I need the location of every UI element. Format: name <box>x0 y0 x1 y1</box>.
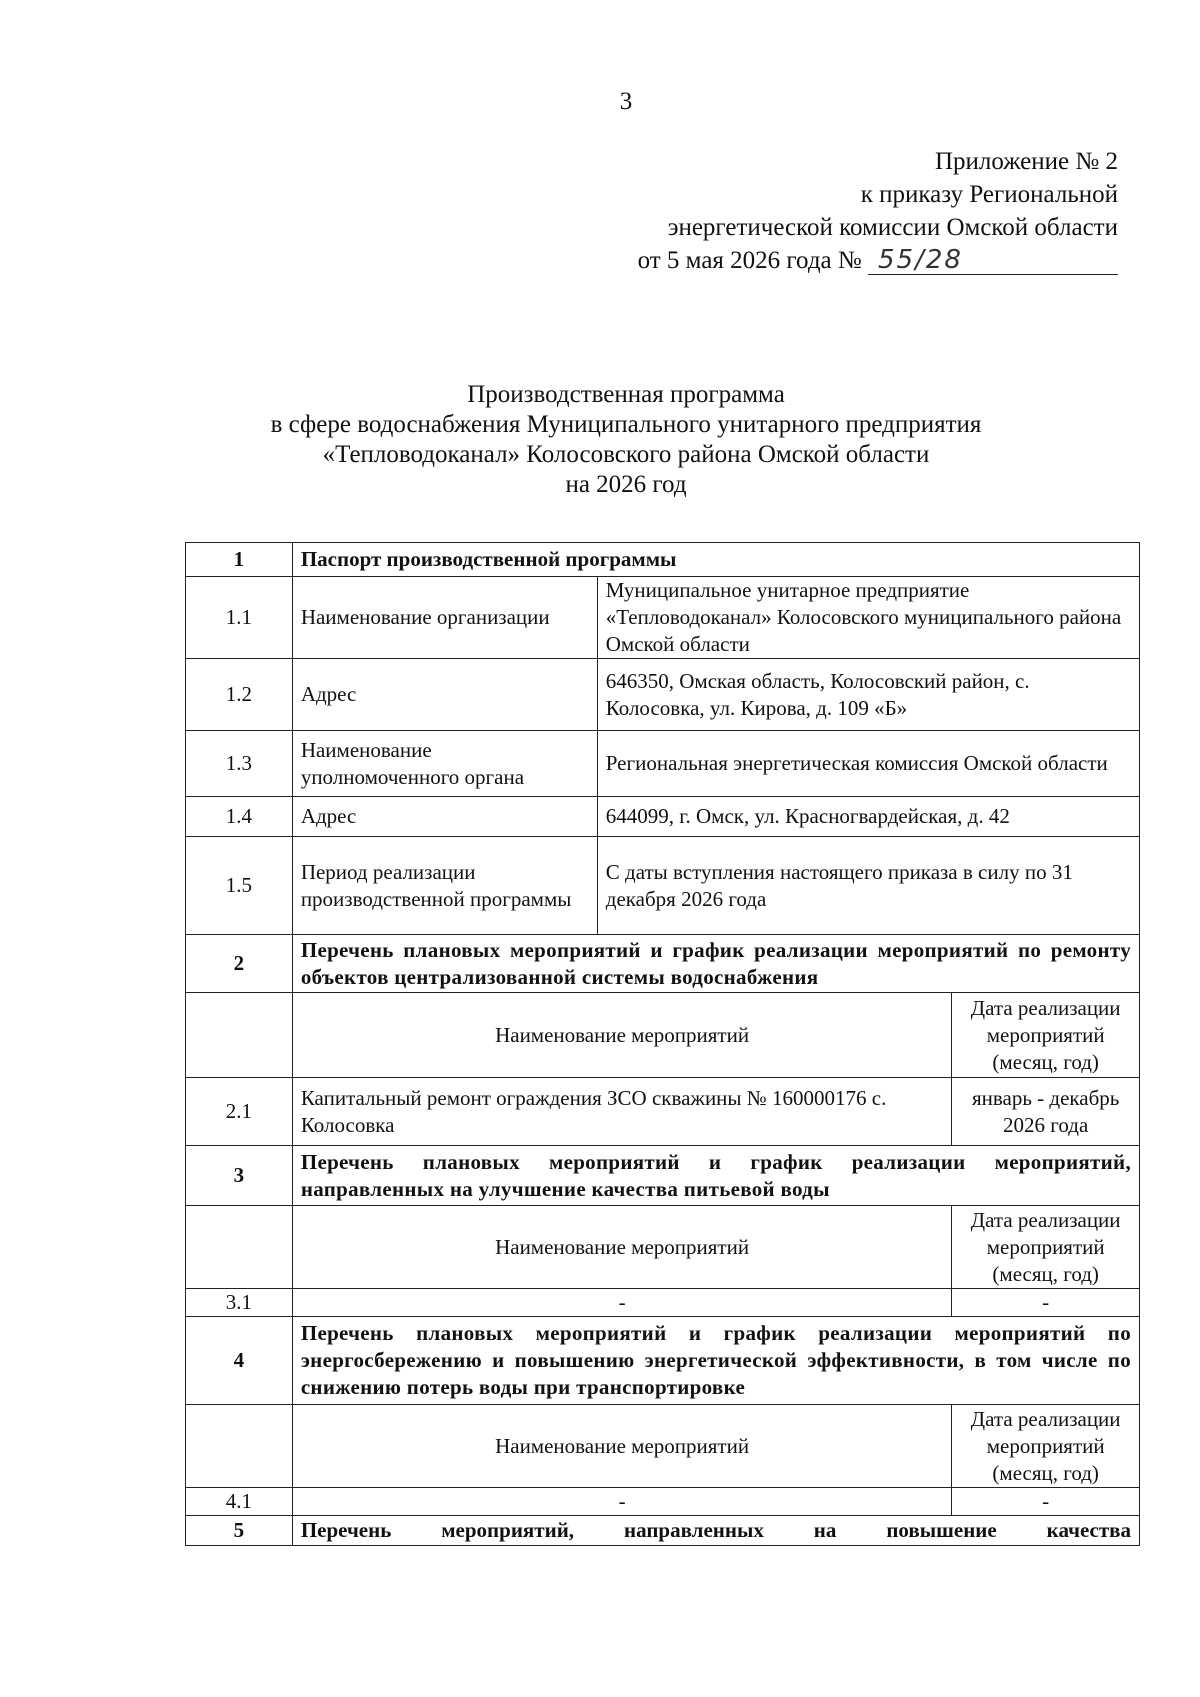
table-row <box>186 659 1140 731</box>
row-number: 1.1 <box>186 577 293 659</box>
appendix-header <box>638 145 1118 277</box>
table-row <box>186 1078 1140 1146</box>
appendix-line-3: энергетической комиссии Омской области <box>667 214 1118 241</box>
title-line-2: в сфере водоснабжения Муниципального унитарного предприятия <box>270 411 982 438</box>
row-value: 646350, Омская область, Колосовский район, с. Колосовка, ул. Кирова, д. 109 «Б» <box>597 659 1139 731</box>
row-number: 4.1 <box>186 1488 293 1516</box>
table-row <box>186 837 1140 935</box>
row-number: 2.1 <box>186 1078 293 1146</box>
title-line-4: на 2026 год <box>565 471 687 498</box>
title-line-3: «Тепловодоканал» Колосовского района Омской области <box>322 441 930 468</box>
column-header-name: Наименование мероприятий <box>292 1405 952 1488</box>
row-value: 644099, г. Омск, ул. Красногвардейская, д. 42 <box>597 797 1139 837</box>
table-row <box>186 797 1140 837</box>
appendix-line-4 <box>638 244 1118 277</box>
section-number: 1 <box>186 543 293 577</box>
column-header-name: Наименование мероприятий <box>292 993 952 1078</box>
event-name: - <box>292 1289 952 1317</box>
row-number-empty <box>186 993 293 1078</box>
row-number: 1.2 <box>186 659 293 731</box>
section-title: Перечень плановых мероприятий и график реализации мероприятий по энергосбережению и повышению энергетической эффективности, в том числе по снижению потерь воды при транспортировке <box>292 1317 1139 1405</box>
order-date-prefix: от 5 мая 2026 года № <box>637 247 862 274</box>
column-header-date: Дата реализации мероприятий (месяц, год) <box>952 1206 1140 1289</box>
event-date: - <box>952 1488 1140 1516</box>
section-title: Перечень плановых мероприятий и график реализации мероприятий по ремонту объектов централизованной системы водоснабжения <box>292 935 1139 993</box>
column-header-date: Дата реализации мероприятий (месяц, год) <box>952 993 1140 1078</box>
section-title: Перечень плановых мероприятий и график реализации мероприятий, направленных на улучшение качества питьевой воды <box>292 1146 1139 1206</box>
row-number-empty <box>186 1206 293 1289</box>
section-title: Паспорт производственной программы <box>292 543 1139 577</box>
table-row <box>186 935 1140 993</box>
row-number: 3.1 <box>186 1289 293 1317</box>
table-row <box>186 1146 1140 1206</box>
table-row <box>186 1405 1140 1488</box>
row-value: Муниципальное унитарное предприятие «Тепловодоканал» Колосовского муниципального района Омской области <box>597 577 1139 659</box>
appendix-line-2: к приказу Региональной <box>860 181 1118 208</box>
row-label: Адрес <box>292 797 597 837</box>
table-row <box>186 1206 1140 1289</box>
table-row <box>186 1317 1140 1405</box>
row-label: Период реализации производственной программы <box>292 837 597 935</box>
column-header-name: Наименование мероприятий <box>292 1206 952 1289</box>
row-label: Наименование уполномоченного органа <box>292 731 597 797</box>
section-title: Перечень мероприятий, направленных на повышение качества <box>292 1516 1139 1546</box>
production-program-table <box>185 542 1140 1546</box>
row-number: 1.5 <box>186 837 293 935</box>
page-number: 3 <box>619 88 633 115</box>
table-row <box>186 1516 1140 1546</box>
order-number-handwritten: 55/28 <box>868 246 1118 275</box>
event-name: - <box>292 1488 952 1516</box>
table-row <box>186 1289 1140 1317</box>
table-row <box>186 543 1140 577</box>
section-number: 5 <box>186 1516 293 1546</box>
table-row <box>186 993 1140 1078</box>
section-number: 2 <box>186 935 293 993</box>
row-number: 1.3 <box>186 731 293 797</box>
table-row <box>186 1488 1140 1516</box>
title-line-1: Производственная программа <box>467 381 785 408</box>
table-row <box>186 731 1140 797</box>
column-header-date: Дата реализации мероприятий (месяц, год) <box>952 1405 1140 1488</box>
table-row <box>186 577 1140 659</box>
row-label: Наименование организации <box>292 577 597 659</box>
row-value: Региональная энергетическая комиссия Омской области <box>597 731 1139 797</box>
event-name: Капитальный ремонт ограждения ЗСО скважины № 160000176 с. Колосовка <box>292 1078 952 1146</box>
event-date: январь - декабрь 2026 года <box>952 1078 1140 1146</box>
document-title <box>0 380 1200 500</box>
section-number: 3 <box>186 1146 293 1206</box>
row-value: С даты вступления настоящего приказа в силу по 31 декабря 2026 года <box>597 837 1139 935</box>
row-number-empty <box>186 1405 293 1488</box>
event-date: - <box>952 1289 1140 1317</box>
row-label: Адрес <box>292 659 597 731</box>
section-number: 4 <box>186 1317 293 1405</box>
row-number: 1.4 <box>186 797 293 837</box>
appendix-line-1: Приложение № 2 <box>934 148 1118 175</box>
